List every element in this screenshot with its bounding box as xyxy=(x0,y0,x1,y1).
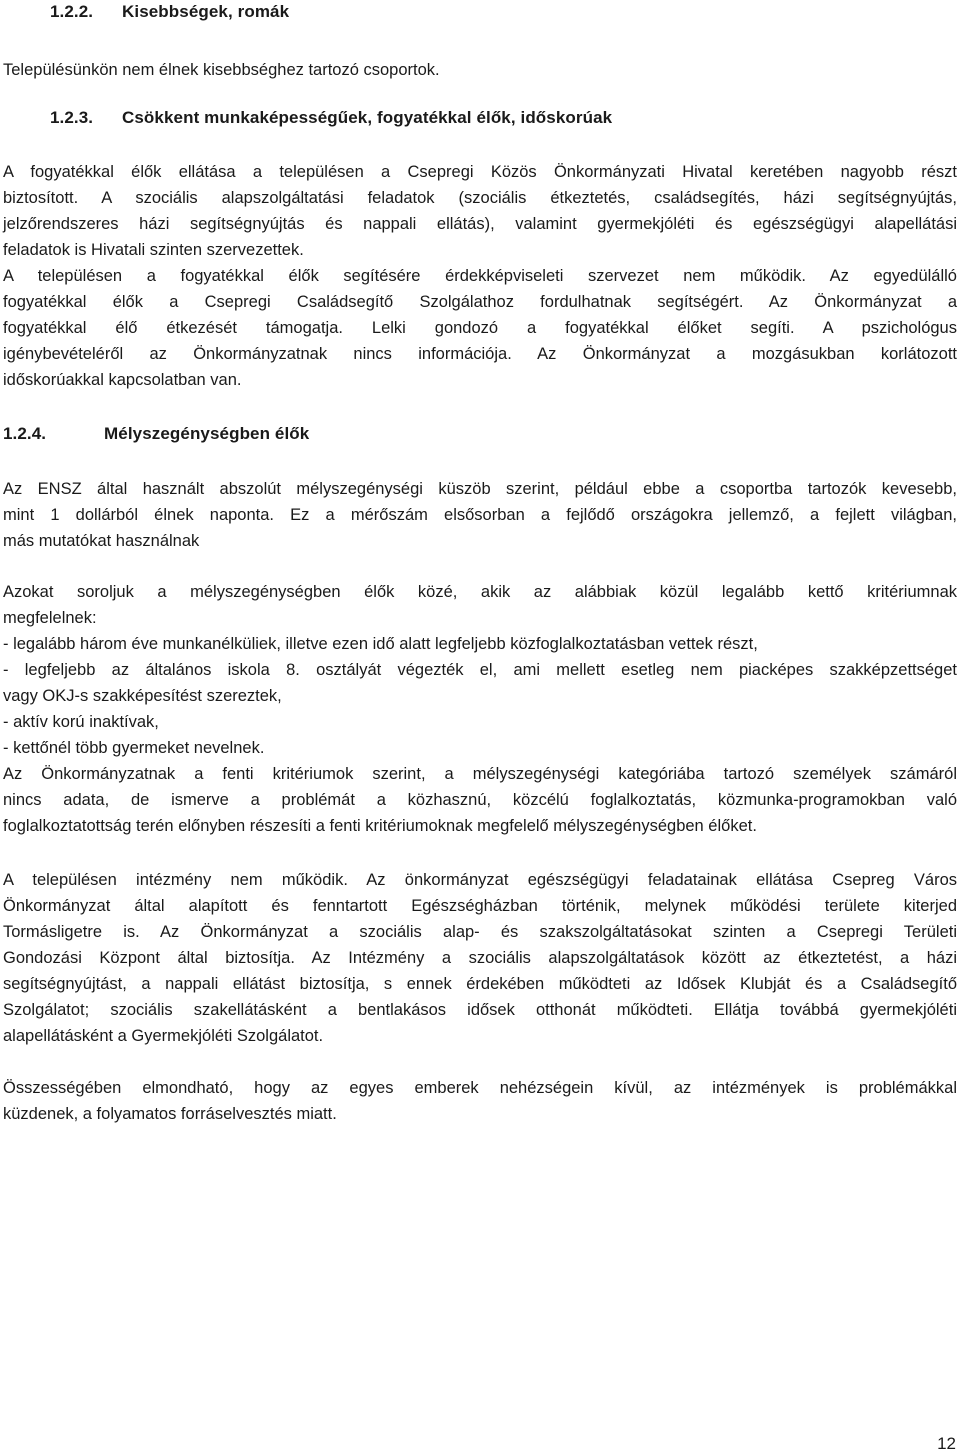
paragraph-line: feladatok is Hivatali szinten szervezettek. xyxy=(3,241,304,259)
section-number: 1.2.2. xyxy=(50,2,94,21)
paragraph-line: Azokat soroljuk a mélyszegénységben élők közé, akik az alábbiak közül legalább kettő kritériumnak xyxy=(3,583,957,601)
paragraph-line: Az Önkormányzatnak a fenti kritériumok szerint, a mélyszegénységi kategóriába tartozó személyek számáról xyxy=(3,765,957,783)
paragraph-line: A településen a fogyatékkal élők segítésére érdekképviseleti szervezet nem működik. Az egyedülálló xyxy=(3,267,957,285)
paragraph-line: A településen intézmény nem működik. Az önkormányzat egészségügyi feladatainak ellátása Csepreg Város xyxy=(3,871,957,889)
list-item: - aktív korú inaktívak, xyxy=(3,713,159,731)
list-item: - kettőnél több gyermeket nevelnek. xyxy=(3,739,265,757)
paragraph-line: jelzőrendszeres házi segítségnyújtás és nappali ellátás), valamint gyermekjóléti és egészségügyi alapellátási xyxy=(3,215,957,233)
list-item: - legalább három éve munkanélküliek, illetve ezen idő alatt legfeljebb közfoglalkoztatásban vettek részt, xyxy=(3,635,758,653)
paragraph-line: küzdenek, a folyamatos forráselvesztés miatt. xyxy=(3,1105,337,1123)
paragraph-line: fogyatékkal élő étkezését támogatja. Lelki gondozó a fogyatékkal élőket segíti. A pszichológus xyxy=(3,319,957,337)
paragraph-line: fogyatékkal élők a Csepregi Családsegítő Szolgálathoz fordulhatnak segítségért. Az Önkormányzat a xyxy=(3,293,957,311)
paragraph-line: segítségnyújtást, a nappali ellátást biztosítja, s ennek érdekében működteti az Idősek Klubját és a Családsegítő xyxy=(3,975,957,993)
paragraph-line: más mutatókat használnak xyxy=(3,532,200,550)
section-heading-1-2-3 xyxy=(50,108,612,128)
paragraph-line: megfelelnek: xyxy=(3,609,97,627)
paragraph-line: biztosított. A szociális alapszolgáltatási feladatok (szociális étkeztetés, családsegítés, házi segítségnyújtás, xyxy=(3,189,957,207)
paragraph xyxy=(3,579,957,839)
paragraph-line: igénybevételéről az Önkormányzatnak nincs információja. Az Önkormányzat a mozgásukban korlátozott xyxy=(3,345,957,363)
paragraph-line: nincs adata, de ismerve a problémát a közhasznú, közcélú foglalkoztatás, közmunka-programokban való xyxy=(3,791,957,809)
paragraph xyxy=(3,159,957,393)
paragraph-line: foglalkoztatottság terén előnyben részesíti a fenti kritériumoknak megfelelő mélyszegénységben élőket. xyxy=(3,817,757,835)
paragraph-line: Gondozási Központ által biztosítja. Az Intézmény a szociális alapszolgáltatások között az étkeztetést, a házi xyxy=(3,949,957,967)
paragraph-line: mint 1 dollárból élnek naponta. Ez a mérőszám elsősorban a fejlődő országokra jellemző, a fejlett világban, xyxy=(3,506,957,524)
list-item: vagy OKJ-s szakképesítést szereztek, xyxy=(3,687,282,705)
paragraph-line: időskorúakkal kapcsolatban van. xyxy=(3,371,242,389)
paragraph xyxy=(3,476,957,554)
section-heading-1-2-4 xyxy=(3,424,309,444)
paragraph xyxy=(3,867,957,1049)
paragraph-line: Településünkön nem élnek kisebbséghez tartozó csoportok. xyxy=(3,61,440,79)
paragraph xyxy=(3,1075,957,1127)
list-item: - legfeljebb az általános iskola 8. osztályát végezték el, ami mellett esetleg nem piacképes szakképzettséget xyxy=(3,661,957,679)
section-heading-1-2-2 xyxy=(50,2,289,22)
section-number: 1.2.4. xyxy=(3,424,47,443)
paragraph-line: alapellátásként a Gyermekjóléti Szolgálatot. xyxy=(3,1027,324,1045)
section-title: Csökkent munkaképességűek, fogyatékkal élők, időskorúak xyxy=(122,108,613,127)
page-number: 12 xyxy=(937,1434,956,1453)
paragraph xyxy=(3,57,957,83)
paragraph-line: Tormásligetre is. Az Önkormányzat a szociális alap- és szakszolgáltatásokat szinten a Csepregi Területi xyxy=(3,923,957,941)
paragraph-line: Önkormányzat által alapított és fenntartott Egészségházban történik, melynek működési területe kiterjed xyxy=(3,897,957,915)
section-title: Kisebbségek, romák xyxy=(122,2,290,21)
paragraph-line: Összességében elmondható, hogy az egyes emberek nehézségein kívül, az intézmények is problémákkal xyxy=(3,1079,957,1097)
paragraph-line: A fogyatékkal élők ellátása a településen a Csepregi Közös Önkormányzati Hivatal keretében nagyobb részt xyxy=(3,163,957,181)
paragraph-line: Az ENSZ által használt abszolút mélyszegénységi küszöb szerint, például ebbe a csoportba tartozók kevesebb, xyxy=(3,480,957,498)
section-number: 1.2.3. xyxy=(50,108,94,127)
section-title: Mélyszegénységben élők xyxy=(104,424,310,443)
paragraph-line: Szolgálatot; szociális szakellátásként a bentlakásos idősek otthonát működteti. Ellátja továbbá gyermekjóléti xyxy=(3,1001,957,1019)
